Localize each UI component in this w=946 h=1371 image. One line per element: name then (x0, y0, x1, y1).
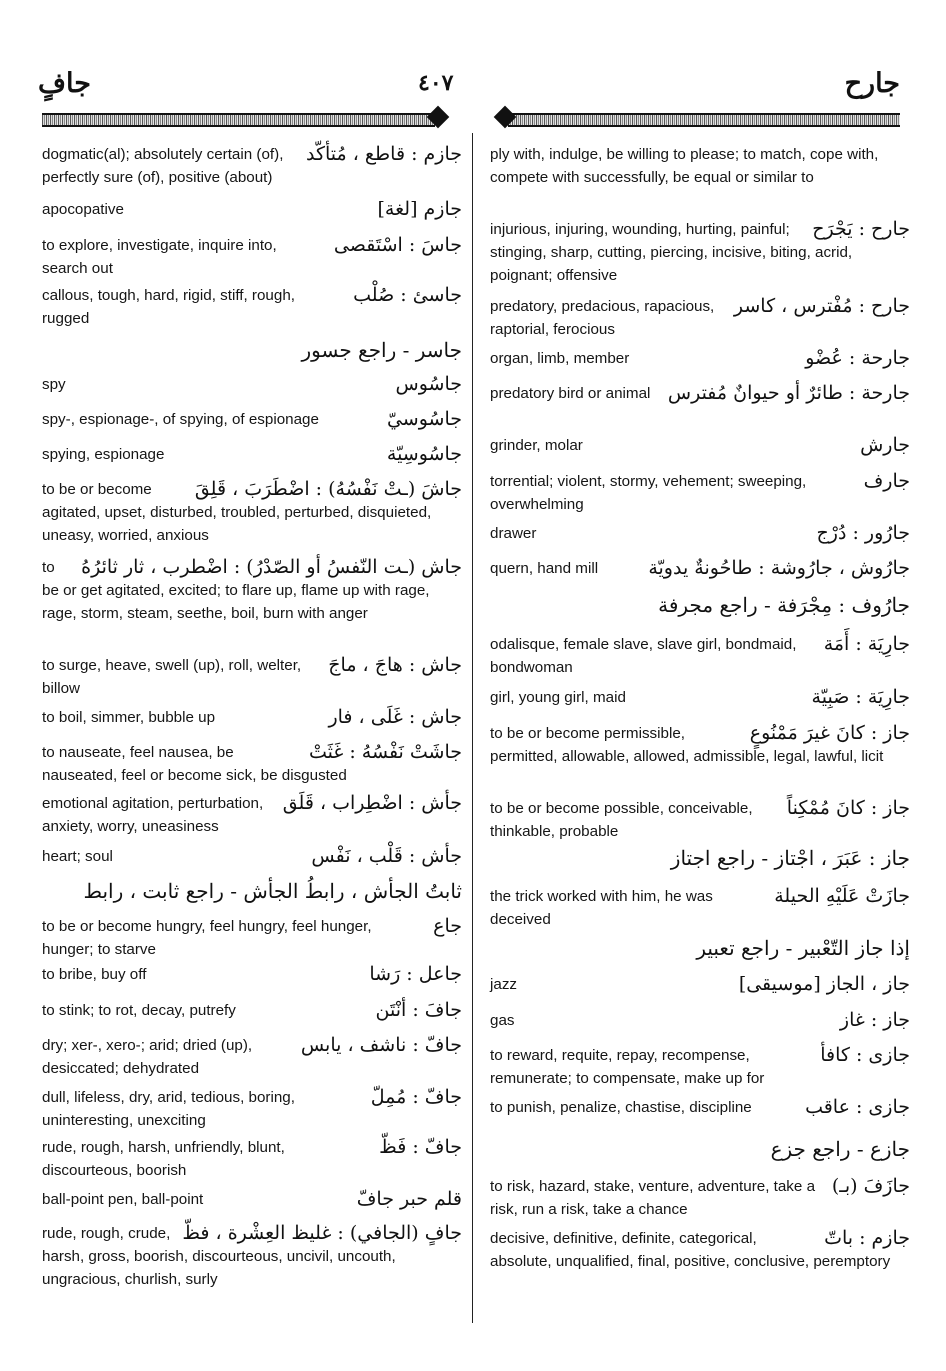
entry-definition: apocopative (42, 201, 124, 218)
entry-headword: جأش : قَلْب ، نَفْس (311, 845, 462, 867)
entry-definition: predatory, predacious, rapacious, raptorial, ferocious (490, 298, 715, 338)
entry (42, 556, 462, 625)
header-rule-left (42, 113, 435, 127)
entry-headword: جاعل : رَشا (369, 963, 462, 985)
entry-definition: to bribe, buy off (42, 966, 147, 983)
entry-headword: جاش (ـت النّفسُ أو الصّدْرُ) : اضْطرب ، ثار ثائرُهُ (81, 556, 462, 578)
cross-reference: ثابتُ الجأش ، رابطُ الجأش - راجع ثابت ، رابط (83, 879, 462, 903)
entry (490, 1009, 910, 1032)
entry-definition: gas (490, 1012, 515, 1029)
entry-headword: جازم [لغة] (377, 198, 462, 220)
entry (42, 143, 462, 189)
entry-headword: جارِيَة : صَبِيّة (811, 686, 910, 708)
entry (42, 337, 462, 363)
entry (490, 885, 910, 931)
entry-headword: جاسُوس (395, 373, 462, 395)
entry (42, 234, 462, 280)
entry-headword: جارِيَة : أَمَة (823, 633, 910, 655)
entry-definition: ball-point pen, ball-point (42, 1191, 204, 1208)
entry-definition: to explore, investigate, inquire into, search out (42, 237, 277, 277)
entry (490, 935, 910, 961)
entry (490, 722, 910, 768)
entry (490, 633, 910, 679)
entry-headword: قلم حبر جافّ (356, 1188, 462, 1210)
left-guide-word: جافٍ (38, 68, 91, 99)
entry (490, 382, 910, 405)
entry (42, 284, 462, 330)
entry (490, 1096, 910, 1119)
entry (42, 741, 462, 787)
entry (42, 478, 462, 547)
entry (490, 845, 910, 871)
entry-definition: to be or become permissible, permitted, allowable, allowed, admissible, legal, lawful, licit (490, 725, 884, 765)
entry-definition: to punish, penalize, chastise, discipline (490, 1099, 752, 1116)
entry-headword: جاسئ : صُلْب (353, 284, 462, 306)
entry (42, 792, 462, 838)
cross-reference: إذا جاز التّعْبير - راجع تعبير (696, 936, 910, 960)
entry-definition: to be or get agitated, excited; to flare up, flame up with rage, rage, storm, steam, seethe, boil, burn with anger (42, 559, 430, 622)
entry-definition: spy-, espionage-, of spying, of espionage (42, 411, 319, 428)
entry-definition: heart; soul (42, 848, 113, 865)
entry (490, 557, 910, 580)
entry-headword: جافٍ (الجافي) : غليظ العِشْرة ، فظّ (182, 1222, 462, 1244)
entry-headword: جاشَتْ نَفْسُهُ : غَثَتْ (309, 741, 462, 763)
entry-headword: جارح : يَجْرَح (812, 218, 910, 240)
entry (490, 592, 910, 618)
entry-definition: rude, rough, harsh, unfriendly, blunt, discourteous, boorish (42, 1139, 285, 1179)
cross-reference: جاسر - راجع جسور (301, 338, 462, 362)
entry (490, 1044, 910, 1090)
entry-definition: callous, tough, hard, rigid, stiff, rough, rugged (42, 287, 295, 327)
entry-definition: quern, hand mill (490, 560, 599, 577)
entry (490, 1227, 910, 1273)
entry-definition: to nauseate, feel nausea, be nauseated, feel or become sick, be disgusted (42, 744, 347, 784)
entry (42, 654, 462, 700)
entry (42, 1034, 462, 1080)
entry-headword: جارش (860, 434, 910, 456)
entry-headword: جارف (863, 470, 910, 492)
entry-headword: جارحة : طائرٌ أو حيوانٌ مُفترس (667, 382, 910, 404)
entry-headword: جاز : كانَ مُمْكِناً (786, 797, 910, 819)
entry (490, 973, 910, 996)
entry-definition: to be or become possible, conceivable, thinkable, probable (490, 800, 753, 840)
entry-definition: the trick worked with him, he was deceived (490, 888, 713, 928)
entry-headword: جازى : كافأ (820, 1044, 910, 1066)
entry (42, 198, 462, 221)
entry-headword: جاشَ (ـتْ نَفْسُهُ) : اضْطَرَبَ ، قَلِقَ (194, 478, 462, 500)
entry-definition: girl, young girl, maid (490, 689, 626, 706)
entry-headword: جارُور : دُرْج (816, 522, 910, 544)
entry-definition: to surge, heave, swell (up), roll, welter, billow (42, 657, 302, 697)
entry-definition: decisive, definitive, definite, categorical, absolute, unqualified, final, positive, conclusive, peremptory (490, 1230, 891, 1270)
entry-definition: to be or become hungry, feel hungry, feel hunger, hunger; to starve (42, 918, 372, 958)
cross-reference: جازع - راجع جزع (770, 1137, 910, 1161)
entry (490, 218, 910, 287)
entry-definition: dry; xer-, xero-; arid; dried (up), desiccated; dehydrated (42, 1037, 253, 1077)
entry (490, 295, 910, 341)
entry-headword: جازم : قاطع ، مُتأكّد (306, 143, 462, 165)
entry (490, 797, 910, 843)
entry (42, 963, 462, 986)
entry (490, 347, 910, 370)
entry-headword: جاز ، الجاز [موسيقى] (738, 973, 910, 995)
entry-definition: injurious, injuring, wounding, hurting, painful; stinging, sharp, cutting, piercing, incisive, biting, acrid, poignant; offensive (490, 221, 853, 284)
entry (42, 373, 462, 396)
entry-headword: جازَتْ عَلَيْهِ الحيلة (774, 885, 910, 907)
entry-headword: جافّ : ناشف ، يابس (300, 1034, 462, 1056)
cross-reference: جارُوف : مِجْرَفة - راجع مجرفة (658, 593, 910, 617)
entry (490, 1175, 910, 1221)
cross-reference: جاز : عَبَرَ ، اجْتاز - راجع اجتاز (670, 846, 910, 870)
entry (490, 1136, 910, 1162)
entry-definition: organ, limb, member (490, 350, 630, 367)
entry (490, 470, 910, 516)
entry-headword: جافَ : أنْتَن (375, 999, 462, 1021)
entry-headword: جاسُوسِيّة (386, 443, 462, 465)
entry-definition: to reward, requite, repay, recompense, remunerate; to compensate, make up for (490, 1047, 765, 1087)
entry-headword: جازى : عاقب (805, 1096, 910, 1118)
entry-definition: dull, lifeless, dry, arid, tedious, boring, uninteresting, unexciting (42, 1089, 295, 1129)
column-divider (472, 133, 473, 1323)
entry-definition: grinder, molar (490, 437, 583, 454)
entry-definition: torrential; violent, stormy, vehement; sweeping, overwhelming (490, 473, 807, 513)
entry (42, 408, 462, 431)
entry-definition: dogmatic(al); absolutely certain (of), perfectly sure (of), positive (about) (42, 146, 284, 186)
entry (42, 706, 462, 729)
entry-headword: جاسَ : اسْتَقصى (333, 234, 462, 256)
entry-headword: جاع (433, 915, 462, 937)
entry (490, 434, 910, 457)
entry (42, 443, 462, 466)
entry (42, 878, 462, 904)
entry-headword: جارح : مُفْترس ، كاسر (733, 295, 910, 317)
entry (490, 522, 910, 545)
entry (490, 686, 910, 709)
entry-headword: جأش : اضْطِراب ، قَلَق (282, 792, 462, 814)
entry-headword: جاز : كانَ غيرَ مَمْنُوعٍ (749, 722, 910, 744)
header-rule-right (508, 113, 900, 127)
entry-headword: جاش : غَلَى ، فار (328, 706, 462, 728)
entry-definition: emotional agitation, perturbation, anxiety, worry, uneasiness (42, 795, 264, 835)
entry-definition: to be or become agitated, upset, disturbed, troubled, perturbed, disquieted, uneasy, worried, anxious (42, 481, 432, 544)
entry (42, 1086, 462, 1132)
entry-headword: جاسُوسيّ (386, 408, 462, 430)
entry-definition: to boil, simmer, bubble up (42, 709, 216, 726)
entry (42, 999, 462, 1022)
entry-definition: drawer (490, 525, 537, 542)
entry (42, 1222, 462, 1291)
entry-headword: جافّ : فَظّ (379, 1136, 462, 1158)
entry-definition: odalisque, female slave, slave girl, bondmaid, bondwoman (490, 636, 797, 676)
page-number: ٤٠٧ (418, 70, 454, 96)
entry-definition: spy (42, 376, 66, 393)
entry (42, 1188, 462, 1211)
entry-definition: jazz (490, 976, 518, 993)
entry (42, 915, 462, 961)
entry-definition: rude, rough, crude, harsh, gross, boorish, discourteous, uncivil, uncouth, ungracious, churlish, surly (42, 1225, 396, 1288)
entry-headword: جافّ : مُمِلّ (370, 1086, 462, 1108)
entry-headword: جازَفَ (بـ) (831, 1175, 910, 1197)
entry (42, 1136, 462, 1182)
entry-headword: جاز : غاز (839, 1009, 910, 1031)
entry-headword: جارحة : عُضْو (805, 347, 910, 369)
entry-definition: predatory bird or animal (490, 385, 651, 402)
entry-headword: جارُوش ، جارُوشة : طاحُونةٌ يدويّة (648, 557, 910, 579)
right-guide-word: جارح (844, 68, 900, 99)
entry (42, 845, 462, 868)
entry-headword: جاش : هاجَ ، ماجَ (328, 654, 462, 676)
entry (490, 143, 910, 189)
entry-definition: ply with, indulge, be willing to please; to match, cope with, compete with successfully, be equal or similar to (490, 146, 879, 186)
entry-definition: spying, espionage (42, 446, 165, 463)
entry-headword: جازم : باتّ (824, 1227, 910, 1249)
entry-definition: to stink; to rot, decay, putrefy (42, 1002, 236, 1019)
entry-definition: to risk, hazard, stake, venture, adventure, take a risk, run a risk, take a chance (490, 1178, 816, 1218)
